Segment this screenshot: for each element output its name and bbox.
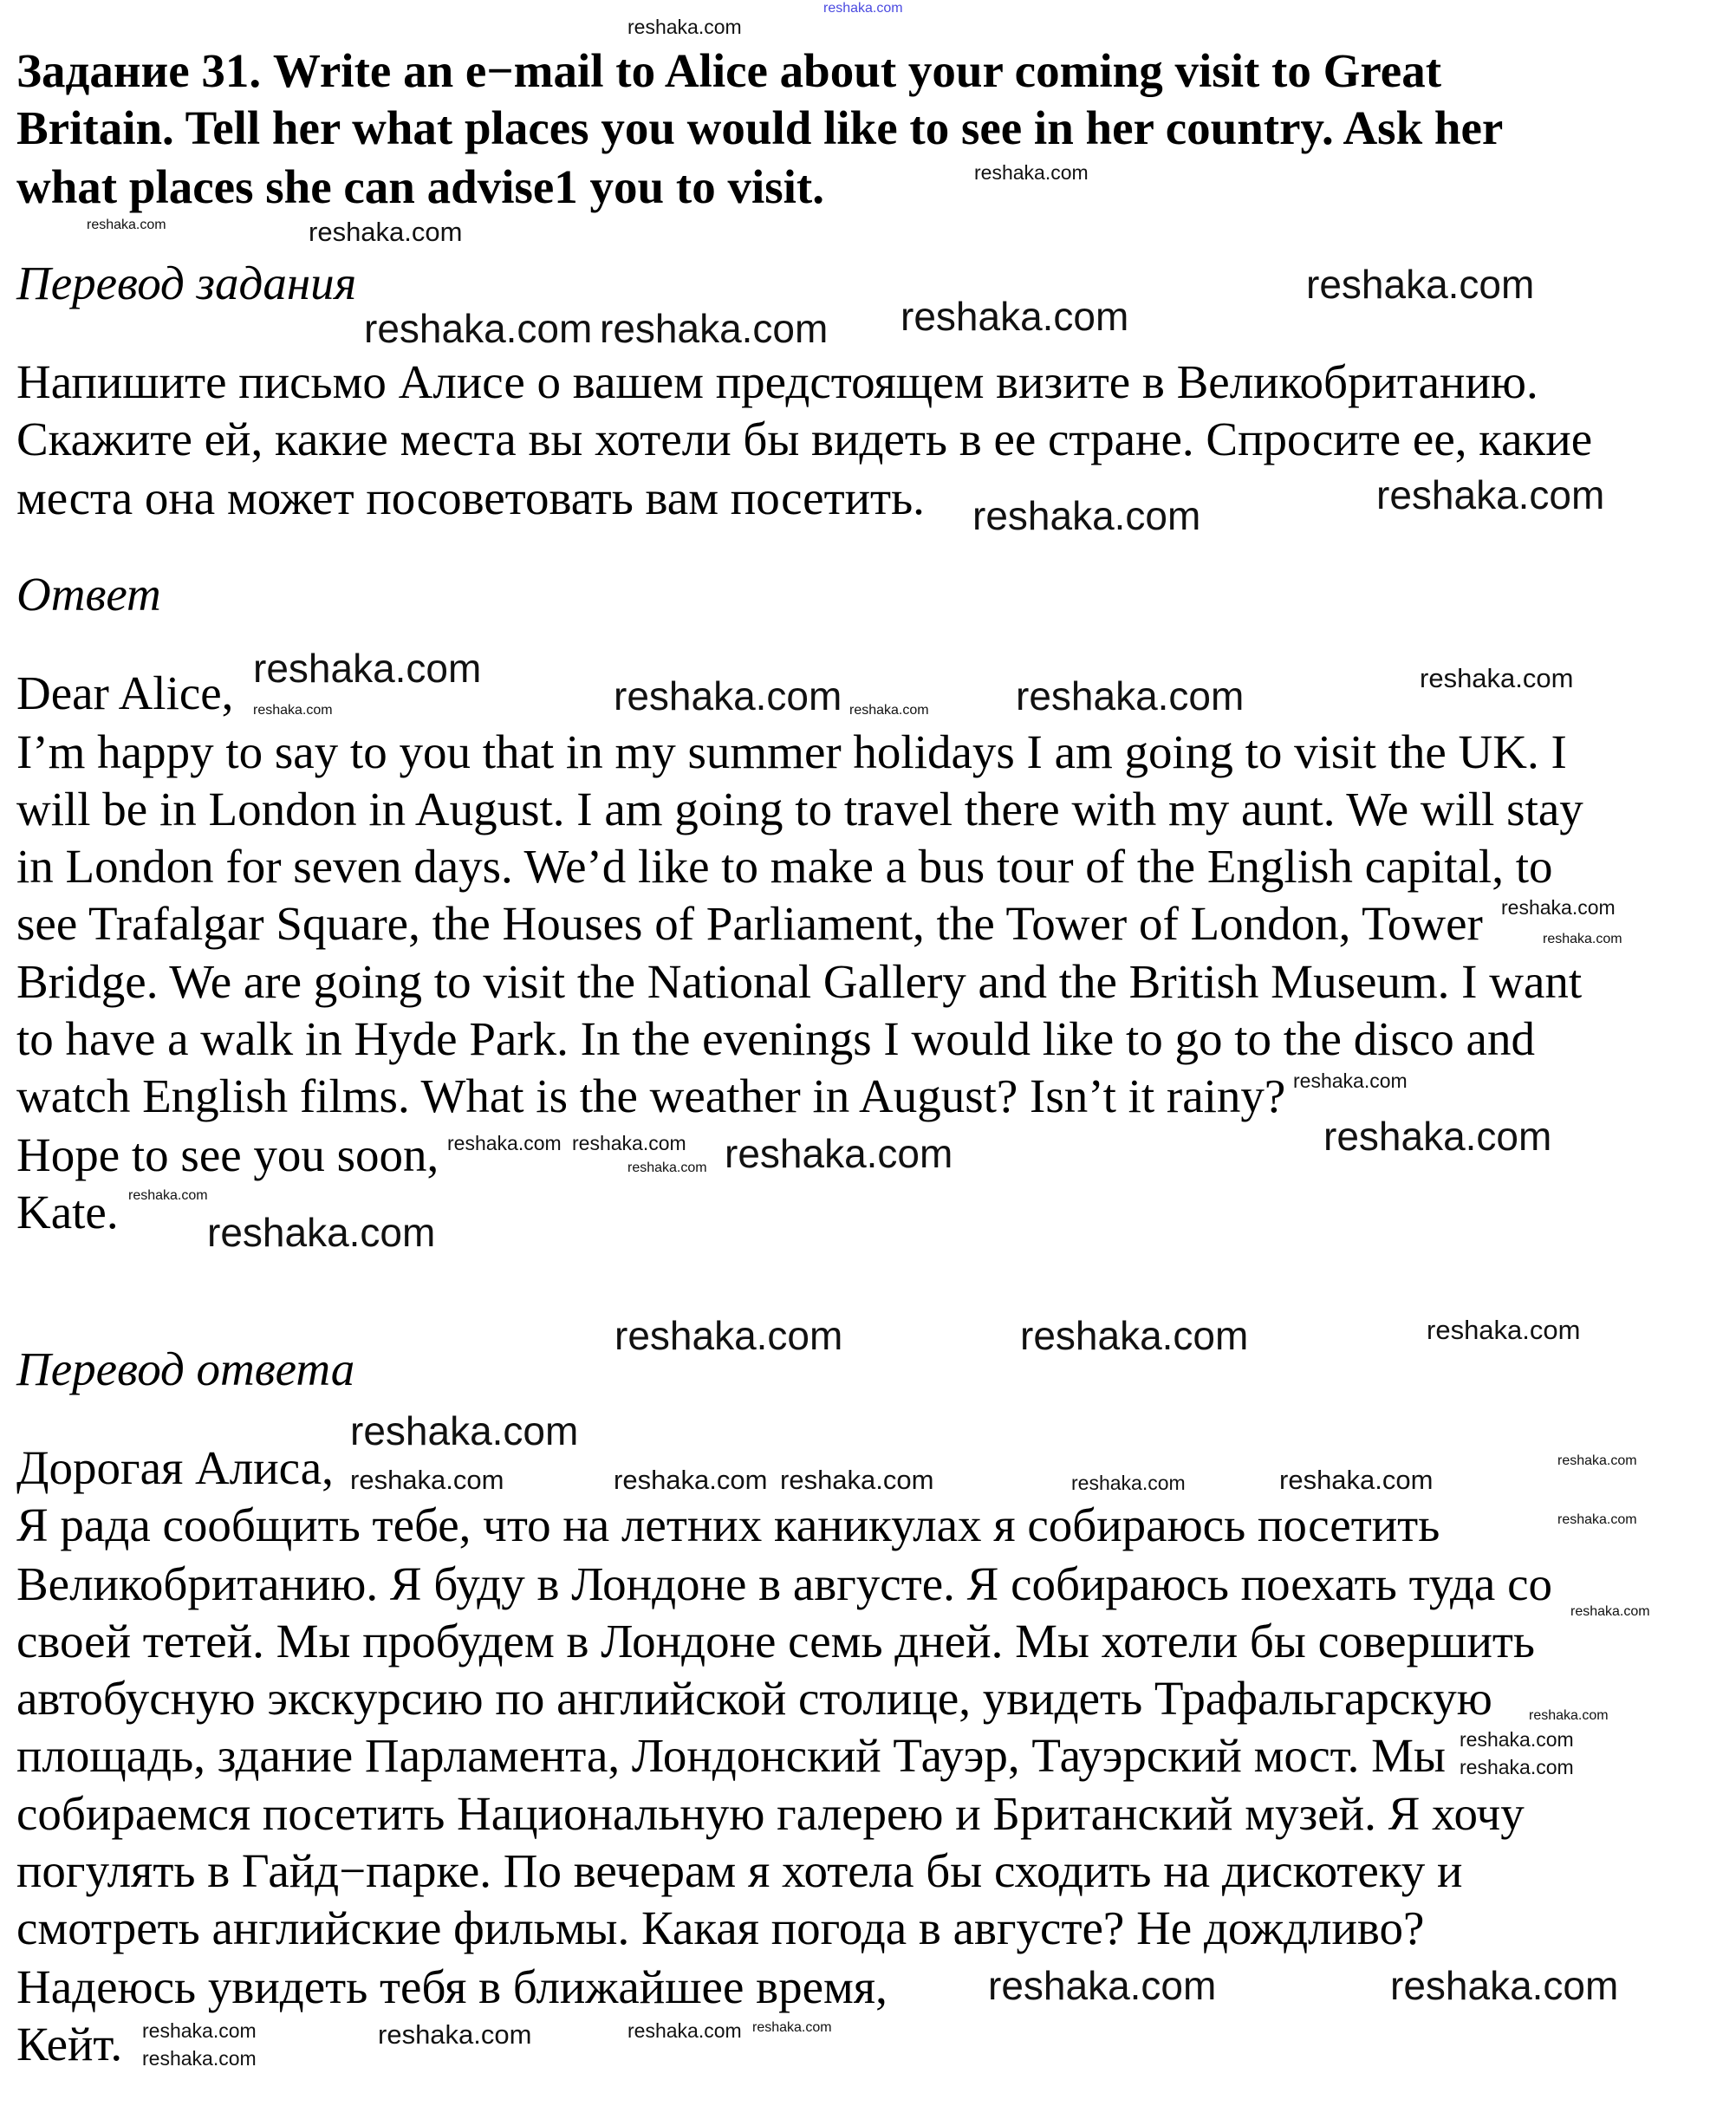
watermark: reshaka.com	[752, 2020, 832, 2035]
watermark: reshaka.com	[614, 1313, 843, 1358]
task-translation-line: места она может посоветовать вам посетить.	[16, 471, 925, 524]
answer-translation-line: смотреть английские фильмы. Какая погода в августе? Не дождливо?	[16, 1901, 1425, 1954]
watermark: reshaka.com	[600, 306, 829, 351]
answer-line: Bridge. We are going to visit the National Gallery and the British Museum. I want	[16, 955, 1583, 1008]
watermark: reshaka.com	[1460, 1756, 1574, 1778]
watermark: reshaka.com	[350, 1408, 579, 1453]
answer-line: see Trafalgar Square, the Houses of Parliament, the Tower of London, Tower	[16, 897, 1483, 950]
watermark: reshaka.com	[1293, 1069, 1408, 1092]
answer-translation-line: своей тетей. Мы пробудем в Лондоне семь дней. Мы хотели бы совершить	[16, 1615, 1535, 1667]
task-title-line: Britain. Tell her what places you would like to see in her country. Ask her	[16, 101, 1504, 154]
answer-line: Dear Alice,	[16, 666, 234, 719]
answer-line: will be in London in August. I am going to travel there with my aunt. We will stay	[16, 783, 1583, 835]
watermark: reshaka.com	[309, 217, 463, 247]
watermark: reshaka.com	[378, 2019, 532, 2050]
watermark: reshaka.com	[974, 161, 1089, 184]
watermark: reshaka.com	[447, 1132, 562, 1154]
watermark: reshaka.com	[207, 1210, 436, 1255]
watermark: reshaka.com	[1020, 1313, 1249, 1358]
watermark: reshaka.com	[1306, 262, 1535, 307]
watermark: reshaka.com	[142, 2047, 257, 2070]
section-heading: Перевод задания	[16, 257, 357, 309]
answer-translation-line: Надеюсь увидеть тебя в ближайшее время,	[16, 1960, 888, 2013]
answer-line: watch English films. What is the weather in August? Isn’t it rainy?	[16, 1069, 1286, 1122]
watermark: reshaka.com	[1071, 1472, 1186, 1494]
answer-line: I’m happy to say to you that in my summer holidays I am going to visit the UK. I	[16, 725, 1567, 778]
watermark: reshaka.com	[350, 1465, 504, 1495]
watermark: reshaka.com	[988, 1963, 1217, 2008]
watermark: reshaka.com	[972, 493, 1201, 538]
answer-line: Kate.	[16, 1186, 119, 1238]
watermark: reshaka.com	[128, 1188, 208, 1203]
watermark: reshaka.com	[1501, 896, 1616, 919]
watermark: reshaka.com	[627, 2019, 742, 2042]
watermark: reshaka.com	[1543, 932, 1622, 946]
watermark: reshaka.com	[1529, 1708, 1609, 1723]
watermark: reshaka.com	[142, 2019, 257, 2042]
task-translation-line: Напишите письмо Алисе о вашем предстоящем визите в Великобританию.	[16, 355, 1538, 408]
watermark: reshaka.com	[364, 306, 593, 351]
watermark: reshaka.com	[1376, 472, 1605, 517]
watermark: reshaka.com	[614, 673, 842, 718]
watermark: reshaka.com	[253, 646, 482, 691]
site-link[interactable]: reshaka.com	[823, 1, 903, 16]
watermark: reshaka.com	[87, 218, 166, 232]
task-title-line: what places she can advise1 you to visit.	[16, 160, 824, 213]
watermark: reshaka.com	[725, 1131, 953, 1176]
watermark: reshaka.com	[1390, 1963, 1619, 2008]
section-heading: Ответ	[16, 568, 161, 621]
answer-line: Hope to see you soon,	[16, 1128, 439, 1181]
answer-translation-line: площадь, здание Парламента, Лондонский Тауэр, Тауэрский мост. Мы	[16, 1729, 1446, 1782]
watermark: reshaka.com	[1557, 1512, 1637, 1527]
answer-line: to have a walk in Hyde Park. In the evenings I would like to go to the disco and	[16, 1012, 1535, 1065]
answer-translation-line: погулять в Гайд−парке. По вечерам я хотела бы сходить на дискотеку и	[16, 1844, 1463, 1897]
watermark: reshaka.com	[1016, 673, 1245, 718]
watermark: reshaka.com	[253, 703, 333, 718]
section-heading: Перевод ответа	[16, 1342, 355, 1395]
answer-translation-line: собираемся посетить Национальную галерею и Британский музей. Я хочу	[16, 1787, 1525, 1840]
answer-translation-line: автобусную экскурсию по английской столице, увидеть Трафальгарскую	[16, 1672, 1492, 1725]
watermark: reshaka.com	[572, 1132, 686, 1154]
answer-translation-line: Великобританию. Я буду в Лондоне в августе. Я собираюсь поехать туда со	[16, 1557, 1553, 1610]
answer-translation-line: Я рада сообщить тебе, что на летних каникулах я собираюсь посетить	[16, 1498, 1440, 1551]
watermark: reshaka.com	[614, 1465, 768, 1495]
watermark: reshaka.com	[1427, 1315, 1581, 1345]
task-title-line: Задание 31. Write an e−mail to Alice about your coming visit to Great	[16, 44, 1442, 97]
watermark: reshaka.com	[1570, 1604, 1650, 1619]
watermark: reshaka.com	[1279, 1465, 1434, 1495]
task-translation-line: Скажите ей, какие места вы хотели бы видеть в ее стране. Спросите ее, какие	[16, 413, 1593, 465]
watermark: reshaka.com	[849, 703, 929, 718]
watermark: reshaka.com	[627, 16, 742, 38]
answer-translation-line: Дорогая Алиса,	[16, 1441, 334, 1494]
answer-translation-line: Кейт.	[16, 2018, 123, 2070]
watermark: reshaka.com	[1460, 1728, 1574, 1751]
watermark: reshaka.com	[627, 1160, 707, 1175]
watermark: reshaka.com	[780, 1465, 934, 1495]
watermark: reshaka.com	[901, 294, 1129, 339]
answer-line: in London for seven days. We’d like to make a bus tour of the English capital, to	[16, 840, 1553, 893]
watermark: reshaka.com	[1420, 663, 1574, 693]
watermark: reshaka.com	[1557, 1453, 1637, 1468]
watermark: reshaka.com	[1323, 1114, 1552, 1159]
